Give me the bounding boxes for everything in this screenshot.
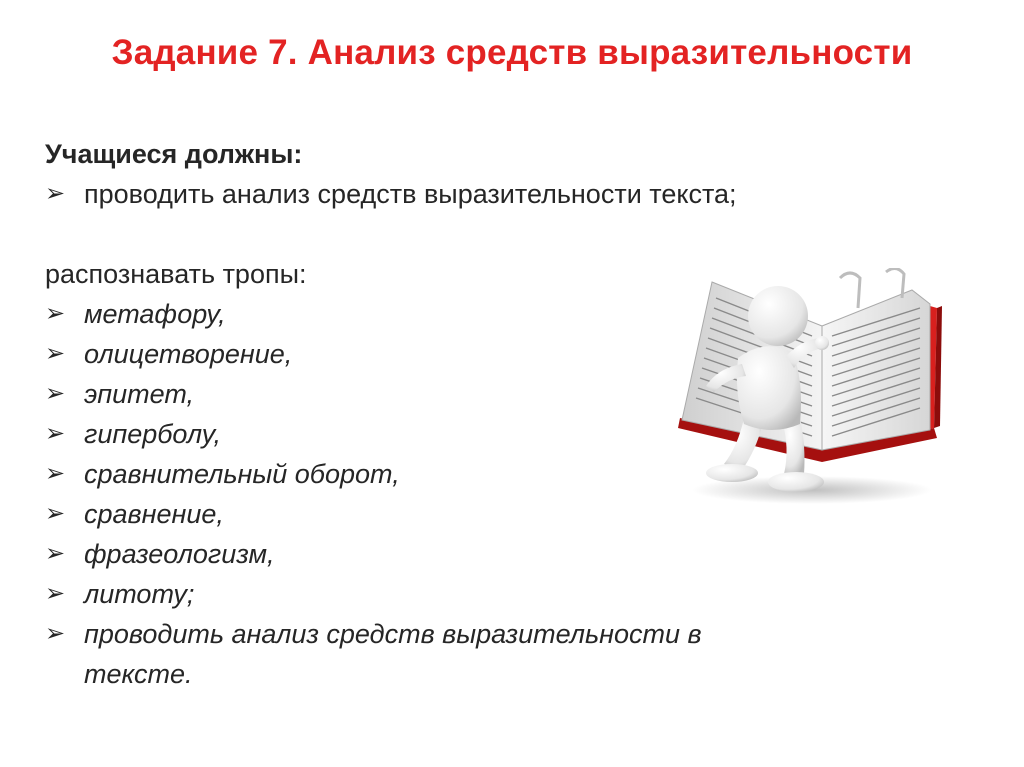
list-item-text: сравнение, — [84, 499, 224, 529]
list-item-phraseologism — [45, 534, 925, 574]
list-item-text: сравнительный оборот, — [84, 459, 400, 489]
list-item-text: проводить анализ средств выразительности текста; — [84, 179, 737, 209]
tropes-heading: распознавать тропы: — [45, 259, 307, 289]
spacer — [45, 214, 925, 254]
arrow-bullet-icon: ➢ — [45, 420, 66, 447]
arrow-bullet-icon: ➢ — [45, 540, 66, 567]
list-item-text: фразеологизм, — [84, 539, 275, 569]
arrow-bullet-icon: ➢ — [45, 500, 66, 527]
list-item-text: эпитет, — [84, 379, 195, 409]
intro-heading: Учащиеся должны: — [45, 139, 303, 169]
figure-reading-book-icon — [672, 268, 948, 508]
list-item-text: проводить анализ средств выразительности в — [84, 619, 702, 649]
arrow-bullet-icon: ➢ — [45, 620, 66, 647]
list-item-analysis-in-text — [45, 614, 925, 654]
arrow-bullet-icon: ➢ — [45, 340, 66, 367]
list-item-analysis — [45, 174, 925, 214]
list-item-continuation — [45, 654, 925, 694]
slide-title: Задание 7. Анализ средств выразительности — [111, 33, 913, 72]
list-item-text: олицетворение, — [84, 339, 293, 369]
list-item-text: гиперболу, — [84, 419, 221, 449]
arrow-bullet-icon: ➢ — [45, 460, 66, 487]
arrow-bullet-icon: ➢ — [45, 300, 66, 327]
arrow-bullet-icon: ➢ — [45, 180, 66, 207]
arrow-bullet-icon: ➢ — [45, 380, 66, 407]
list-item-text: тексте. — [84, 659, 193, 689]
arrow-bullet-icon: ➢ — [45, 580, 66, 607]
list-item-text: метафору, — [84, 299, 226, 329]
list-item-text: литоту; — [84, 579, 195, 609]
list-item-litotes — [45, 574, 925, 614]
